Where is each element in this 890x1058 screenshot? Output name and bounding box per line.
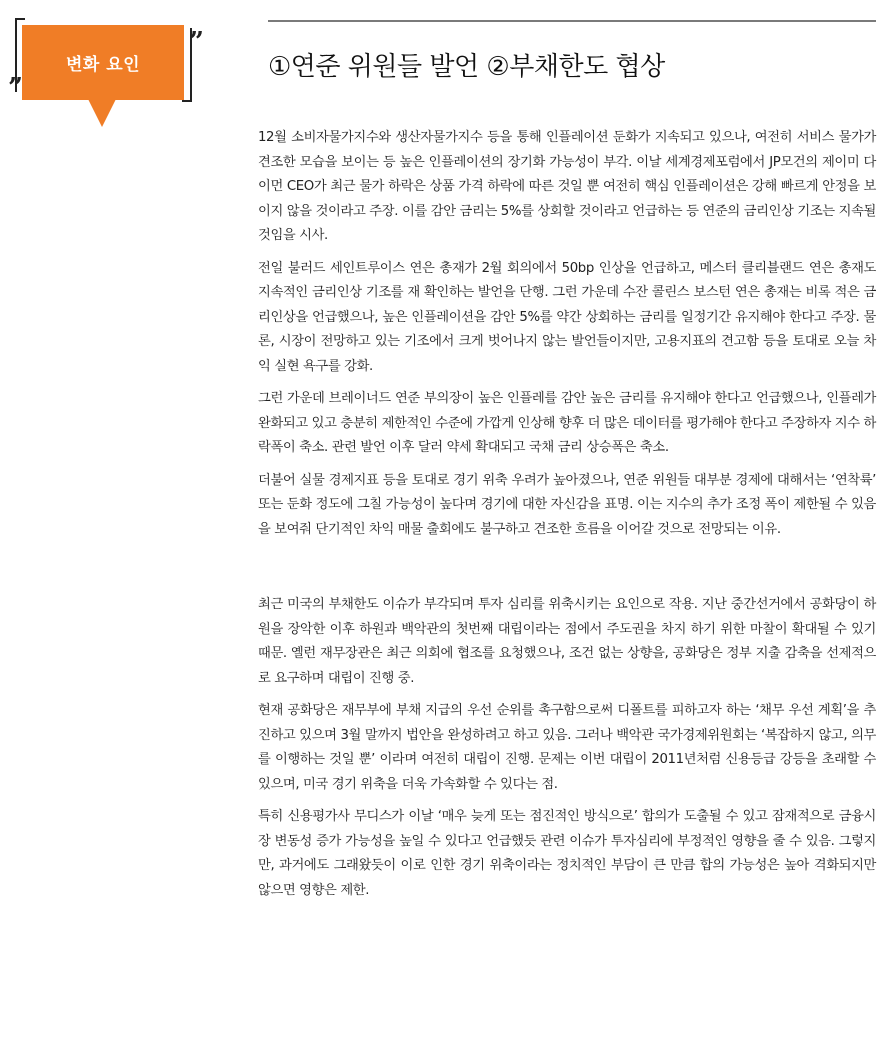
top-divider [268, 20, 876, 22]
paragraph: 12월 소비자물가지수와 생산자물가지수 등을 통해 인플레이션 둔화가 지속되고 있으나, 여전히 서비스 물가가 견조한 모습을 보이는 등 높은 인플레이션의 장기화 가능성이 부각. 이날 세계경제포럼에서 JP모건의 제이미 다이먼 CEO가 최근 물가 하락은 상품 가격 하락에 따른 것일 뿐 여전히 핵심 인플레이션은 강해 빠르게 안정을 보이지 않을 것이라고 주장. 이를 감안 금리는 5%를 상회할 것이라고 언급하는 등 연준의 금리인상 기조는 지속될 것임을 시사. [258, 130, 876, 243]
badge-label: 변화 요인 [65, 55, 141, 75]
section-fed-officials [258, 126, 876, 542]
paragraph: 현재 공화당은 재무부에 부채 지급의 우선 순위를 촉구함으로써 디폴트를 피하고자 하는 ‘채무 우선 계획’을 추진하고 있으며 3월 말까지 법안을 완성하려고 하고 있음. 그러나 백악관 국가경제위원회는 ‘복잡하지 않고, 의무를 이행하는 것일 뿐’ 이라며 여전히 대립이 진행. 문제는 이번 대립이 2011년처럼 신용등급 강등을 초래할 수 있으며, 미국 경기 위축을 더욱 가속화할 수 있다는 점. [258, 703, 876, 792]
article-body [258, 126, 876, 903]
page-heading: ①연준 위원들 발언 ②부채한도 협상 [268, 52, 665, 83]
badge-box [22, 25, 184, 100]
section-debt-ceiling [258, 593, 876, 903]
quote-mark-left: ” [8, 73, 23, 103]
paragraph: 그런 가운데 브레이너드 연준 부의장이 높은 인플레를 감안 높은 금리를 유지해야 한다고 언급했으나, 인플레가 완화되고 있고 충분히 제한적인 수준에 가깝게 인상해 향후 더 많은 데이터를 평가해야 한다고 주장하자 지수 하락폭이 축소. 관련 발언 이후 달러 약세 확대되고 국채 금리 상승폭은 축소. [258, 391, 876, 455]
paragraph: 특히 신용평가사 무디스가 이날 ‘매우 늦게 또는 점진적인 방식으로’ 합의가 도출될 수 있고 잠재적으로 금융시장 변동성 증가 가능성을 높일 수 있다고 언급했듯 관련 이슈가 투자심리에 부정적인 영향을 줄 수 있음. 그렇지만, 과거에도 그래왔듯이 이로 인한 경기 위축이라는 정치적인 부담이 큰 만큼 합의 가능성은 높아 격화되지만 않으면 영향은 제한. [258, 809, 876, 898]
paragraph: 전일 불러드 세인트루이스 연은 총재가 2월 회의에서 50bp 인상을 언급하고, 메스터 클리블랜드 연은 총재도 지속적인 금리인상 기조를 재 확인하는 발언을 단행. 그런 가운데 수잔 콜린스 보스턴 연은 총재는 비록 적은 금리인상을 언급했으나, 높은 인플레이션을 감안 5%를 약간 상회하는 금리를 일정기간 유지해야 한다고 주장. 물론, 시장이 전망하고 있는 기조에서 크게 벗어나지 않는 발언들이지만, 고용지표의 견고함 등을 토대로 오늘 차익 실현 욕구를 강화. [258, 260, 876, 374]
badge-pointer [88, 99, 116, 127]
section-badge [0, 0, 210, 135]
paragraph: 더불어 실물 경제지표 등을 토대로 경기 위축 우려가 높아졌으나, 연준 위원들 대부분 경제에 대해서는 ‘연착륙’ 또는 둔화 정도에 그칠 가능성이 높다며 경기에 대한 자신감을 표명. 이는 지수의 추가 조정 폭이 제한될 수 있음을 보여줘 단기적인 차익 매물 출회에도 불구하고 견조한 흐름을 이어갈 것으로 전망되는 이유. [258, 472, 876, 537]
quote-mark-right: ” [189, 27, 204, 57]
paragraph: 최근 미국의 부채한도 이슈가 부각되며 투자 심리를 위축시키는 요인으로 작용. 지난 중간선거에서 공화당이 하원을 장악한 이후 하원과 백악관의 첫번째 대립이라는 점에서 주도권을 차지 하기 위한 마찰이 확대될 수 있기 때문. 옐런 재무장관은 최근 의회에 협조를 요청했으나, 조건 없는 상향을, 공화당은 정부 지출 감축을 선제적으로 요구하며 대립이 진행 중. [258, 597, 876, 686]
section-spacer [258, 542, 876, 593]
